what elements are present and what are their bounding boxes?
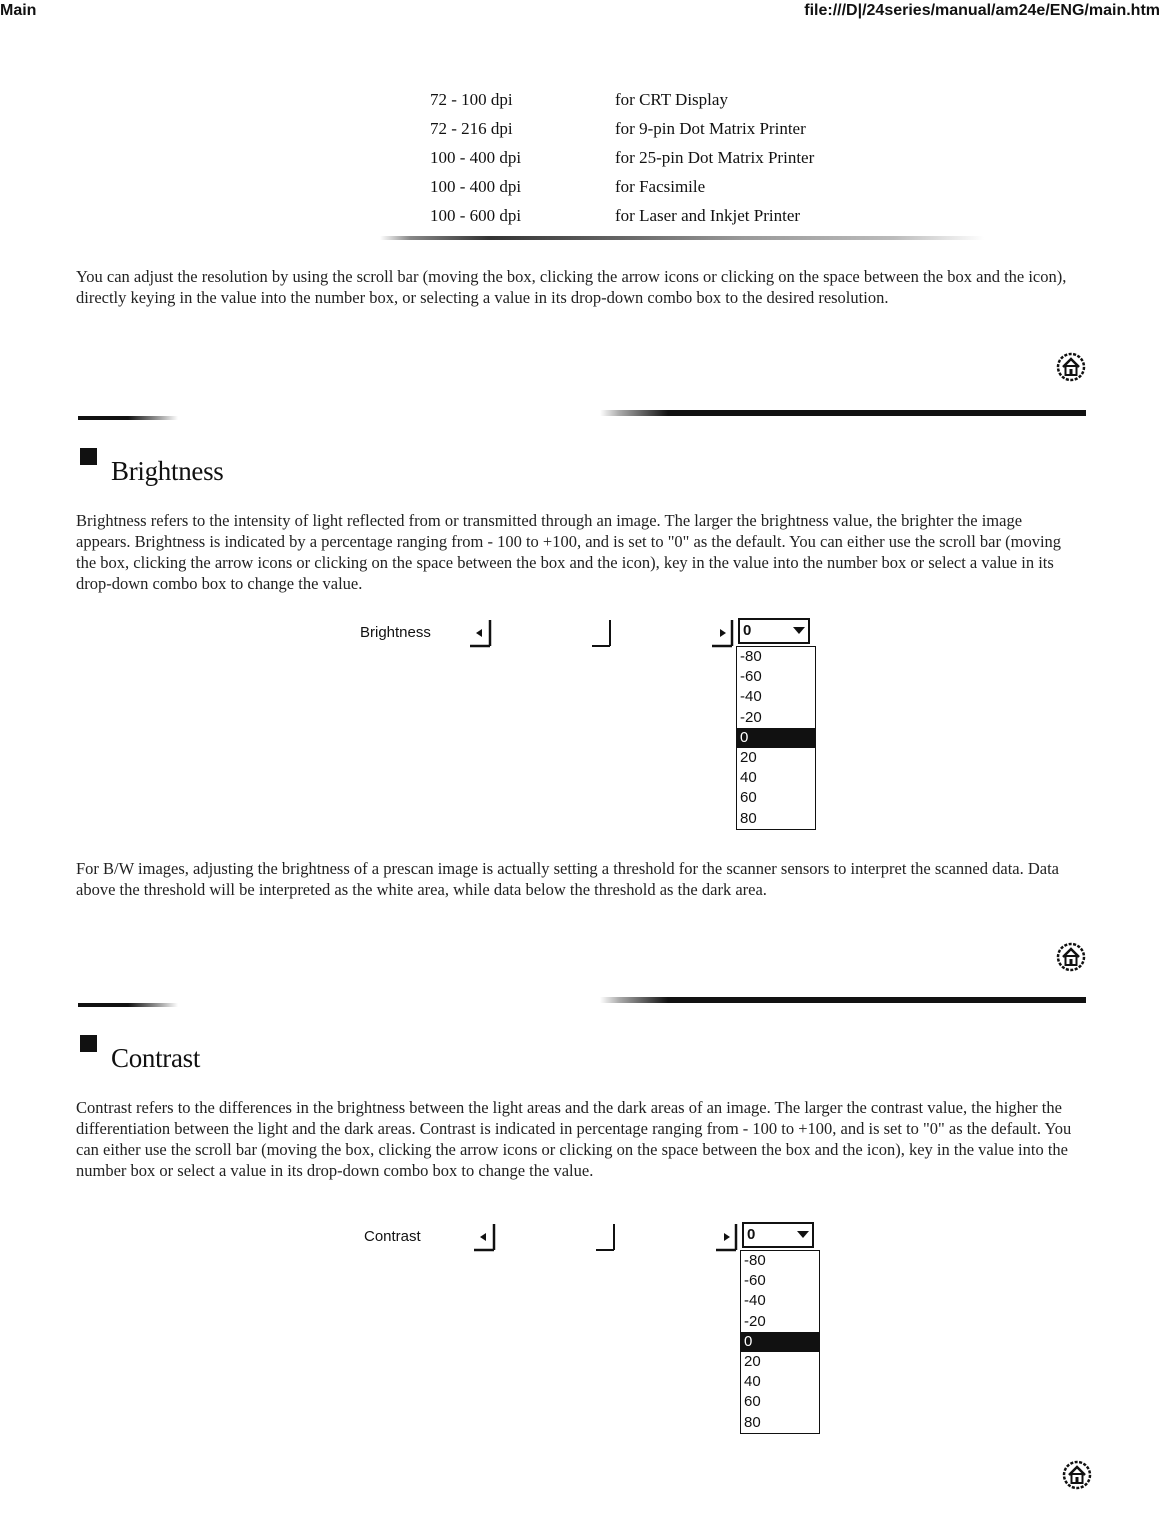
resolution-paragraph: You can adjust the resolution by using the scroll bar (moving the box, clicking the arrow icons or clicking on the space between the box and the icon), directly keying in the value into the number box, or selecting a value in its drop-down combo box to the desired resolution. <box>76 267 1067 307</box>
triangle-right-icon[interactable] <box>714 1222 738 1252</box>
dropdown-option[interactable]: -60 <box>740 668 762 686</box>
resolution-use: for Laser and Inkjet Printer <box>615 206 801 225</box>
dropdown-option[interactable]: 20 <box>744 1352 761 1370</box>
table-divider <box>380 236 984 240</box>
contrast-heading <box>80 1035 200 1074</box>
dropdown-option-selected[interactable]: 0 <box>737 728 815 748</box>
dropdown-option[interactable]: -40 <box>740 688 762 706</box>
brightness-combo-box[interactable] <box>738 618 810 644</box>
combo-value: 0 <box>743 622 752 639</box>
resolution-range: 72 - 100 dpi <box>430 90 513 109</box>
scrollbar-thumb[interactable] <box>590 618 612 648</box>
section-divider-right <box>600 997 1086 1003</box>
dropdown-option[interactable]: 80 <box>744 1413 761 1431</box>
scrollbar-thumb[interactable] <box>594 1222 616 1252</box>
page-header-url: file:///D|/24series/manual/am24e/ENG/main.htm <box>804 2 1160 19</box>
section-divider-left <box>78 1003 178 1007</box>
chevron-down-icon[interactable] <box>797 1231 809 1238</box>
home-icon[interactable] <box>1062 1460 1092 1490</box>
combo-value: 0 <box>747 1226 756 1243</box>
brightness-dropdown-list <box>736 646 816 830</box>
dropdown-option[interactable]: 80 <box>740 809 757 827</box>
dropdown-option[interactable]: -80 <box>740 648 762 665</box>
resolution-use: for 25-pin Dot Matrix Printer <box>615 148 815 167</box>
resolution-use: for 9-pin Dot Matrix Printer <box>615 119 806 138</box>
dropdown-option[interactable]: 60 <box>744 1393 761 1411</box>
home-icon[interactable] <box>1056 352 1086 382</box>
triangle-left-icon[interactable] <box>468 618 492 648</box>
contrast-combo-box[interactable] <box>742 1222 814 1248</box>
resolution-range: 100 - 400 dpi <box>430 177 522 196</box>
page-header-title: Main <box>0 2 37 19</box>
brightness-label: Brightness <box>360 624 431 641</box>
dropdown-option-selected[interactable]: 0 <box>741 1332 819 1352</box>
dropdown-option[interactable]: 40 <box>744 1373 761 1391</box>
resolution-range: 72 - 216 dpi <box>430 119 513 138</box>
brightness-paragraph: Brightness refers to the intensity of light reflected from or transmitted through an image. The larger the brightness value, the brighter the image appears. Brightness is indicated by a percentage ranging from - 100 to +100, and is set to "0" as the default. You can either use the scroll bar (moving the box, clicking the arrow icons or clicking on the space between the box and the icon), key in the value into the number box or select a value in its drop-down combo box to change the value. <box>76 511 1062 593</box>
section-title: Contrast <box>111 1043 201 1073</box>
home-icon[interactable] <box>1056 942 1086 972</box>
resolution-use: for Facsimile <box>615 177 706 196</box>
brightness-control <box>360 618 840 858</box>
triangle-right-icon[interactable] <box>710 618 734 648</box>
contrast-paragraph: Contrast refers to the differences in the brightness between the light areas and the dark areas of an image. The larger the contrast value, the higher the differentiation between the light and the dark areas. Contrast is indicated in percentage ranging from - 100 to +100, and is set to "0" as the default. You can either use the scroll bar (moving the box, clicking the arrow icons or clicking on the space between the box and the icon), key in the value into the number box or select a value in its drop-down combo box to change the value. <box>76 1098 1072 1180</box>
section-title: Brightness <box>111 456 224 486</box>
contrast-control <box>364 1222 844 1462</box>
dropdown-option[interactable]: -80 <box>744 1252 766 1269</box>
dropdown-option[interactable]: 20 <box>740 748 757 766</box>
resolution-range: 100 - 400 dpi <box>430 148 522 167</box>
brightness-note: For B/W images, adjusting the brightness of a prescan image is actually setting a threshold for the scanner sensors to interpret the scanned data. Data above the threshold will be interpreted as the white area, while data below the threshold as the dark area. <box>76 859 1059 899</box>
contrast-label: Contrast <box>364 1228 421 1245</box>
chevron-down-icon[interactable] <box>793 627 805 634</box>
brightness-heading <box>80 448 224 487</box>
section-divider-left <box>78 416 178 420</box>
dropdown-option[interactable]: -60 <box>744 1272 766 1290</box>
dropdown-option[interactable]: 40 <box>740 769 757 787</box>
dropdown-option[interactable]: 60 <box>740 789 757 807</box>
contrast-dropdown-list <box>740 1250 820 1434</box>
dropdown-option[interactable]: -40 <box>744 1292 766 1310</box>
dropdown-option[interactable]: -20 <box>744 1312 766 1330</box>
resolution-use: for CRT Display <box>615 90 728 109</box>
dropdown-option[interactable]: -20 <box>740 708 762 726</box>
triangle-left-icon[interactable] <box>472 1222 496 1252</box>
section-divider-right <box>600 410 1086 416</box>
resolution-range: 100 - 600 dpi <box>430 206 522 225</box>
square-bullet-icon <box>80 448 97 465</box>
square-bullet-icon <box>80 1035 97 1052</box>
